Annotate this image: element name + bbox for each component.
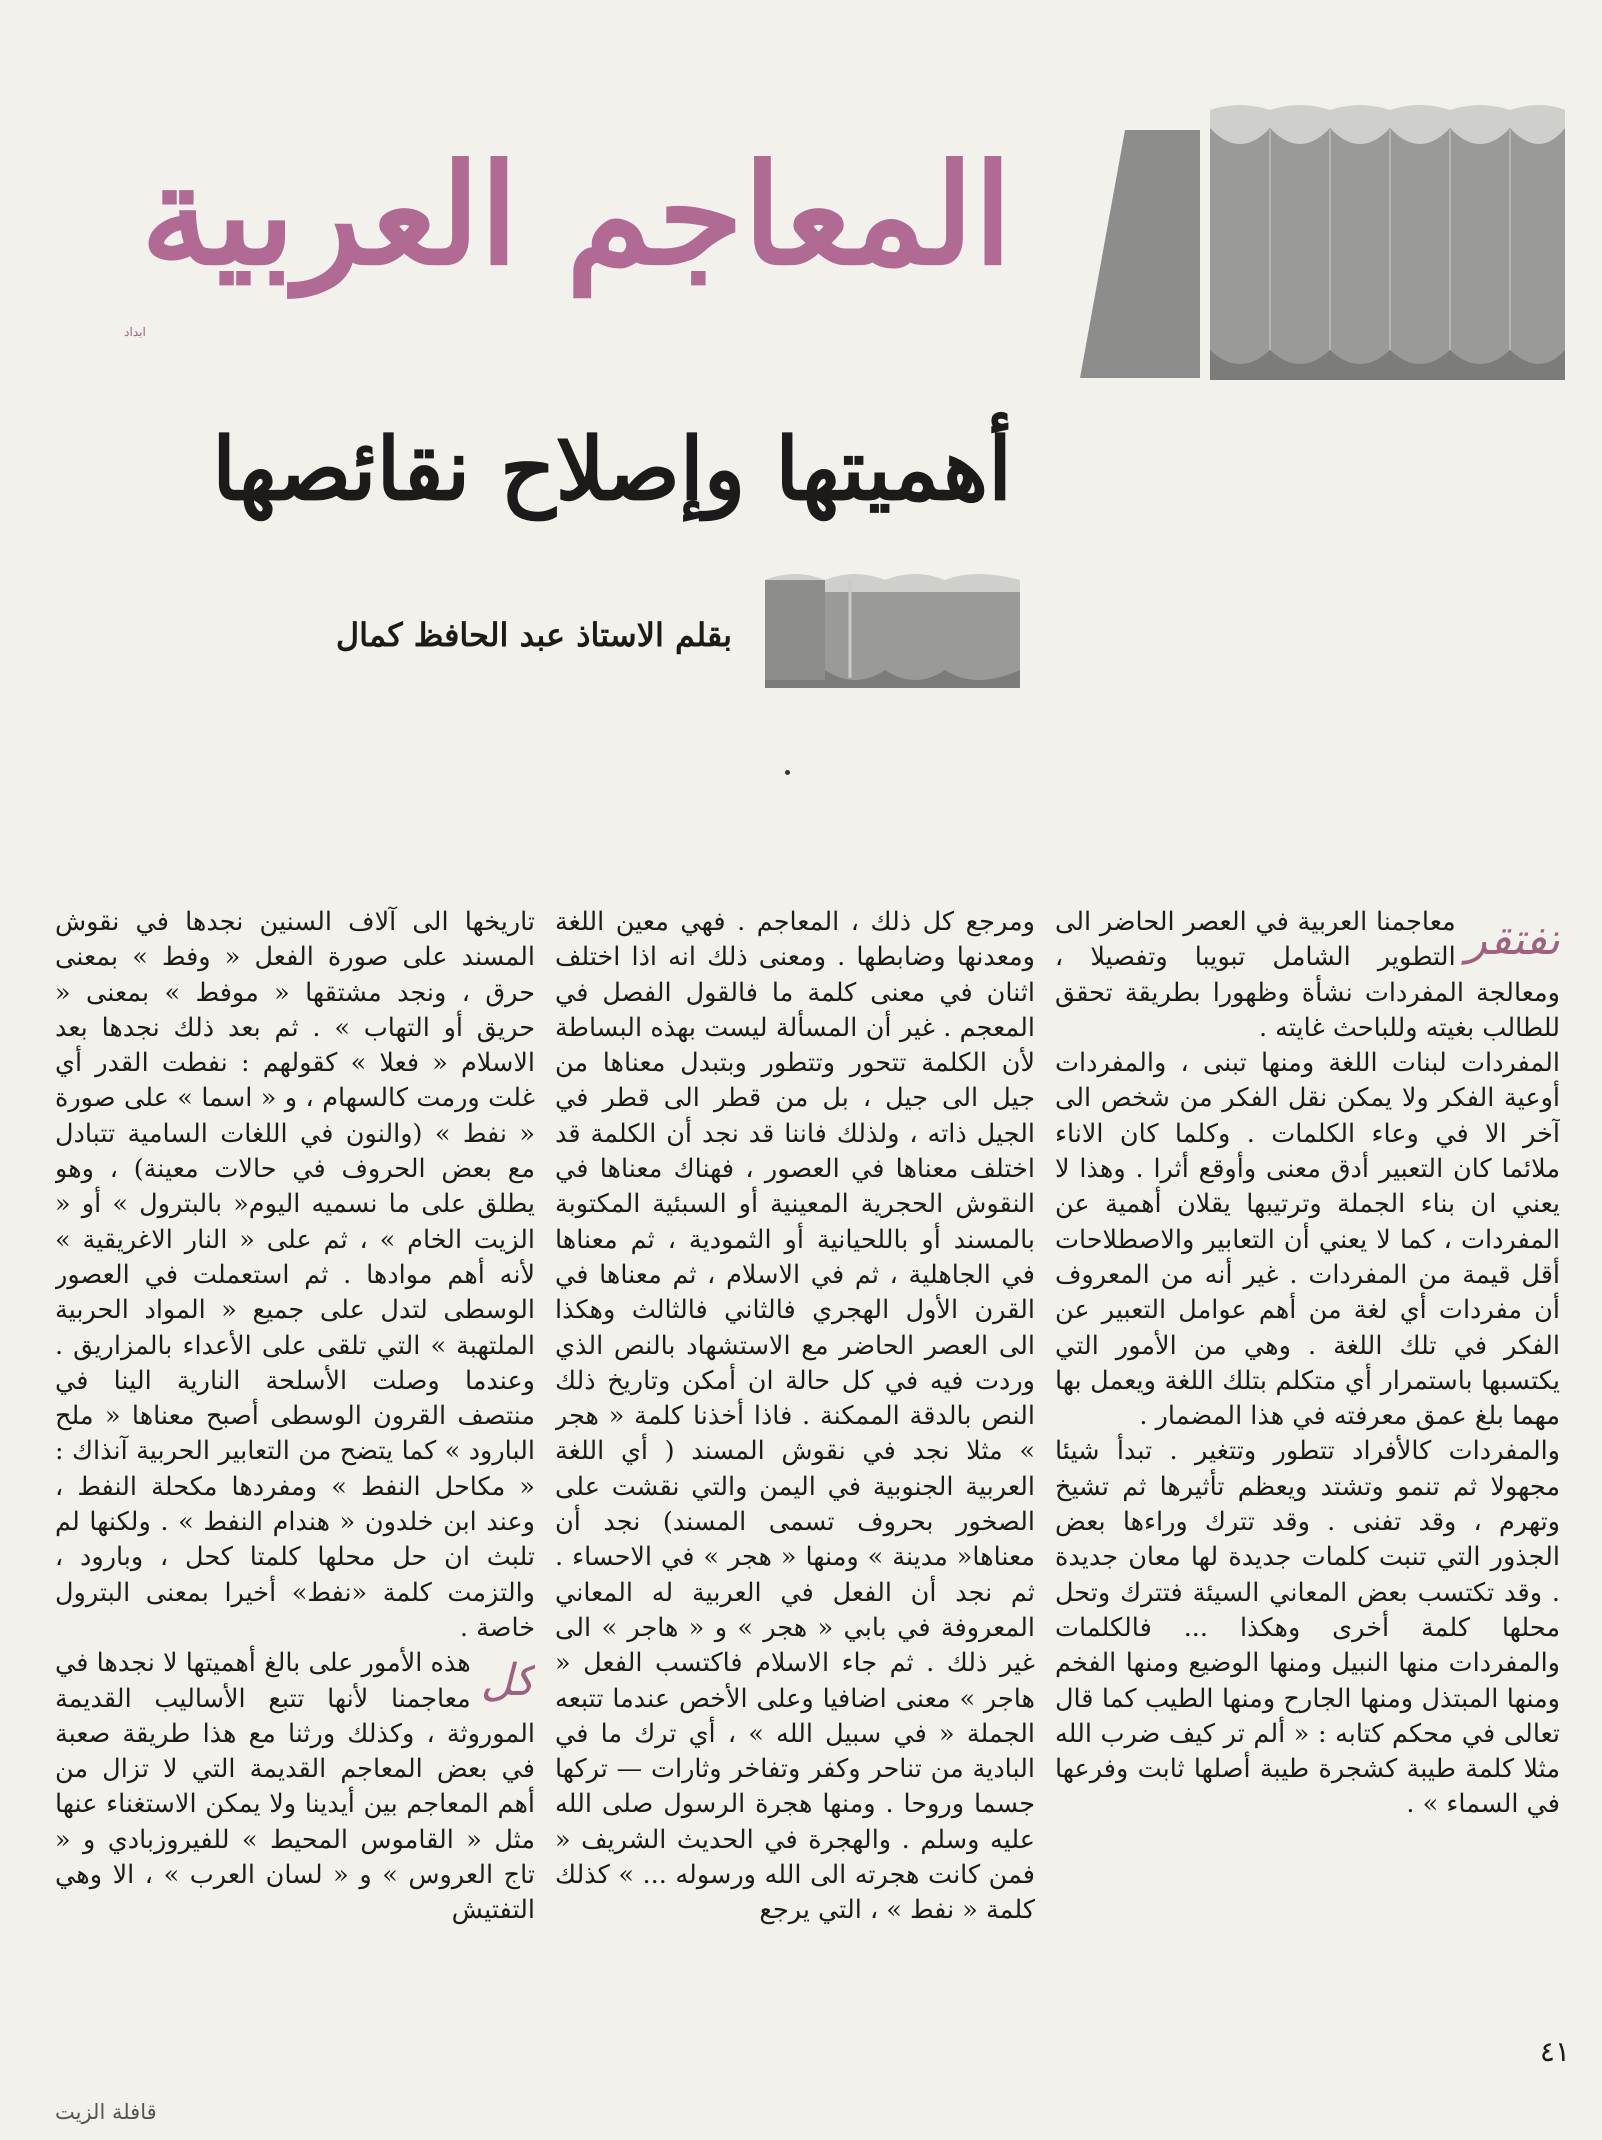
paragraph: والمفردات كالأفراد تتطور وتتغير . تبدأ شيئا مجهولا ثم تنمو وتشتد ويعظم تأثيرها ثم تشيخ وتهرم ، وقد تفنى . وقد تترك وراءها بعض الجذور التي تنبت كلمات جديدة لها معان جديدة . وقد تكتسب بعض المعاني السيئة فتترك وتحل محلها كلمة أخرى وهكذا ... فالكلمات والمفردات منها النبيل ومنها الوضيع ومنها الفخم ومنها المبتذل ومنها الجارح ومنها الطيب كما قال تعالى في محكم كتابه : « ألم تر كيف ضرب الله مثلا كلمة طيبة كشجرة طيبة أصلها ثابت وفرعها في السماء » . — [1055, 1436, 1560, 1820]
article-column-right — [1055, 905, 1560, 2010]
paragraph: تاريخها الى آلاف السنين نجدها في نقوش المسند على صورة الفعل « وفط » بمعنى حرق ، ونجد مشتقها « موفط » بمعنى « حريق أو التهاب » . ثم بعد ذلك نجدها بعد الاسلام « فعلا » كقولهم : نفطت القدر أي غلت ورمت كالسهام ، و « اسما » على صورة « نفط » (والنون في اللغات السامية تتبادل مع بعض الحروف في حالات معينة) ، وهو يطلق على ما نسميه اليوم« بالبترول » أو « الزيت الخام » ، ثم على « النار الاغريقية » لأنه أهم موادها . ثم استعملت في العصور الوسطى لتدل على جميع « المواد الحربية الملتهبة » التي تلقى على الأعداء بالمزاريق . وعندما وصلت الأسلحة النارية الينا في منتصف القرون الوسطى أصبح معناها « ملح البارود » كما يتضح من التعابير الحربية آنذاك : « مكاحل النفط » ومفردها مكحلة النفط ، وعند ابن خلدون « هندام النفط » . ولكنها لم تلبث ان حل محلها كلمتا كحل ، وبارود ، والتزمت كلمة «نفط» أخيرا بمعنى البترول خاصة . — [55, 907, 535, 1643]
lead-word: تفتقر — [1465, 914, 1560, 965]
publication-footer: قافلة الزيت — [55, 2100, 157, 2124]
book-leaning — [1080, 130, 1200, 378]
article-title: المعاجم العربية — [140, 133, 1012, 296]
article-column-middle — [555, 905, 1035, 2010]
paragraph: ومرجع كل ذلك ، المعاجم . فهي معين اللغة ومعدنها وضابطها . ومعنى ذلك انه اذا اختلف اثنان في معنى كلمة ما فالقول الفصل في المعجم . غير أن المسألة ليست بهذه البساطة لأن الكلمة تتحور وتتطور وبتبدل معناها من جيل الى جيل ، بل من قطر الى قطر في الجيل ذاته ، ولذلك فاننا قد نجد أن الكلمة قد اختلف معناها في العصور ، فهناك معناها في النقوش الحجرية المعينية أو السبئية المكتوبة بالمسند أو باللحيانية أو الثمودية ، ثم معناها في الجاهلية ، ثم في الاسلام ، ثم معناها في القرن الأول الهجري فالثاني فالثالث وهكذا الى العصر الحاضر مع الاستشهاد بالنص الذي وردت فيه في كل حالة ان أمكن وتاريخ ذلك النص بالدقة الممكنة . فاذا أخذنا كلمة « هجر » مثلا نجد في نقوش المسند ( أي اللغة العربية الجنوبية في اليمن والتي نقشت على الصخور بحروف تسمى المسند) نجد أن معناها« مدينة » ومنها « هجر » في الاحساء . ثم نجد أن الفعل في العربية له المعاني المعروفة في بابي « هجر » و « هاجر » الى غير ذلك . ثم جاء الاسلام فاكتسب الفعل « هاجر » معنى اضافيا وعلى الأخص عندما تتبعه الجملة « في سبيل الله » ، أي ترك ما في البادية من تناحر وكفر وتفاخر وثارات — تركها جسما وروحا . ومنها هجرة الرسول صلى الله عليه وسلم . والهجرة في الحديث الشريف « فمن كانت هجرته الى الله ورسوله ... » كذلك كلمة « نفط » ، التي يرجع — [555, 907, 1035, 1926]
article-byline: بقلم الاستاذ عبد الحافظ كمال — [335, 616, 732, 654]
separator-dot — [785, 770, 790, 775]
page-number: ٤١ — [1539, 2035, 1570, 2068]
small-books-illustration — [765, 570, 1020, 695]
book-stack-front — [1210, 128, 1565, 378]
lead-word: كل — [480, 1655, 535, 1707]
paragraph: معاجمنا العربية في العصر الحاضر الى التطوير الشامل تبويبا وتفصيلا ، ومعالجة المفردات نشأة وظهورا بطريقة تحقق للطالب بغيته وللباحث غايته . — [1055, 907, 1560, 1043]
article-subtitle: أهميتها وإصلاح نقائصها — [212, 419, 1012, 520]
books-illustration — [1080, 100, 1575, 385]
title-ornament: ابداد — [124, 325, 146, 339]
article-column-left — [55, 905, 535, 2010]
paragraph: المفردات لبنات اللغة ومنها تبنى ، والمفردات أوعية الفكر ولا يمكن نقل الفكر من شخص الى آخر الا في وعاء الكلمات . وكلما كان الاناء ملائما كان التعبير أدق معنى وأوقع أثرا . وهذا لا يعني ان بناء الجملة وترتيبها يقلان أهمية عن المفردات ، كما لا يعني أن التعابير والاصطلاحات أقل قيمة من المفردات . غير أنه من المعروف أن مفردات أي لغة من أهم عوامل التعبير عن الفكر في تلك اللغة . وهي من الأمور التي يكتسبها باستمرار أي متكلم بتلك اللغة ويعمل بها مهما بلغ عمق معرفته في هذا المضمار . — [1055, 1048, 1560, 1432]
paragraph: هذه الأمور على بالغ أهميتها لا نجدها في معاجمنا لأنها تتبع الأساليب القديمة الموروثة ، وكذلك ورثنا مع هذا طريقة صعبة في بعض المعاجم القديمة التي لا تزال من أهم المعاجم بين أيدينا ولا يمكن الاستغناء عنها مثل « القاموس المحيط » للفيروزبادي و « تاج العروس » و « لسان العرب » ، الا وهي التفتيش — [55, 1648, 535, 1926]
